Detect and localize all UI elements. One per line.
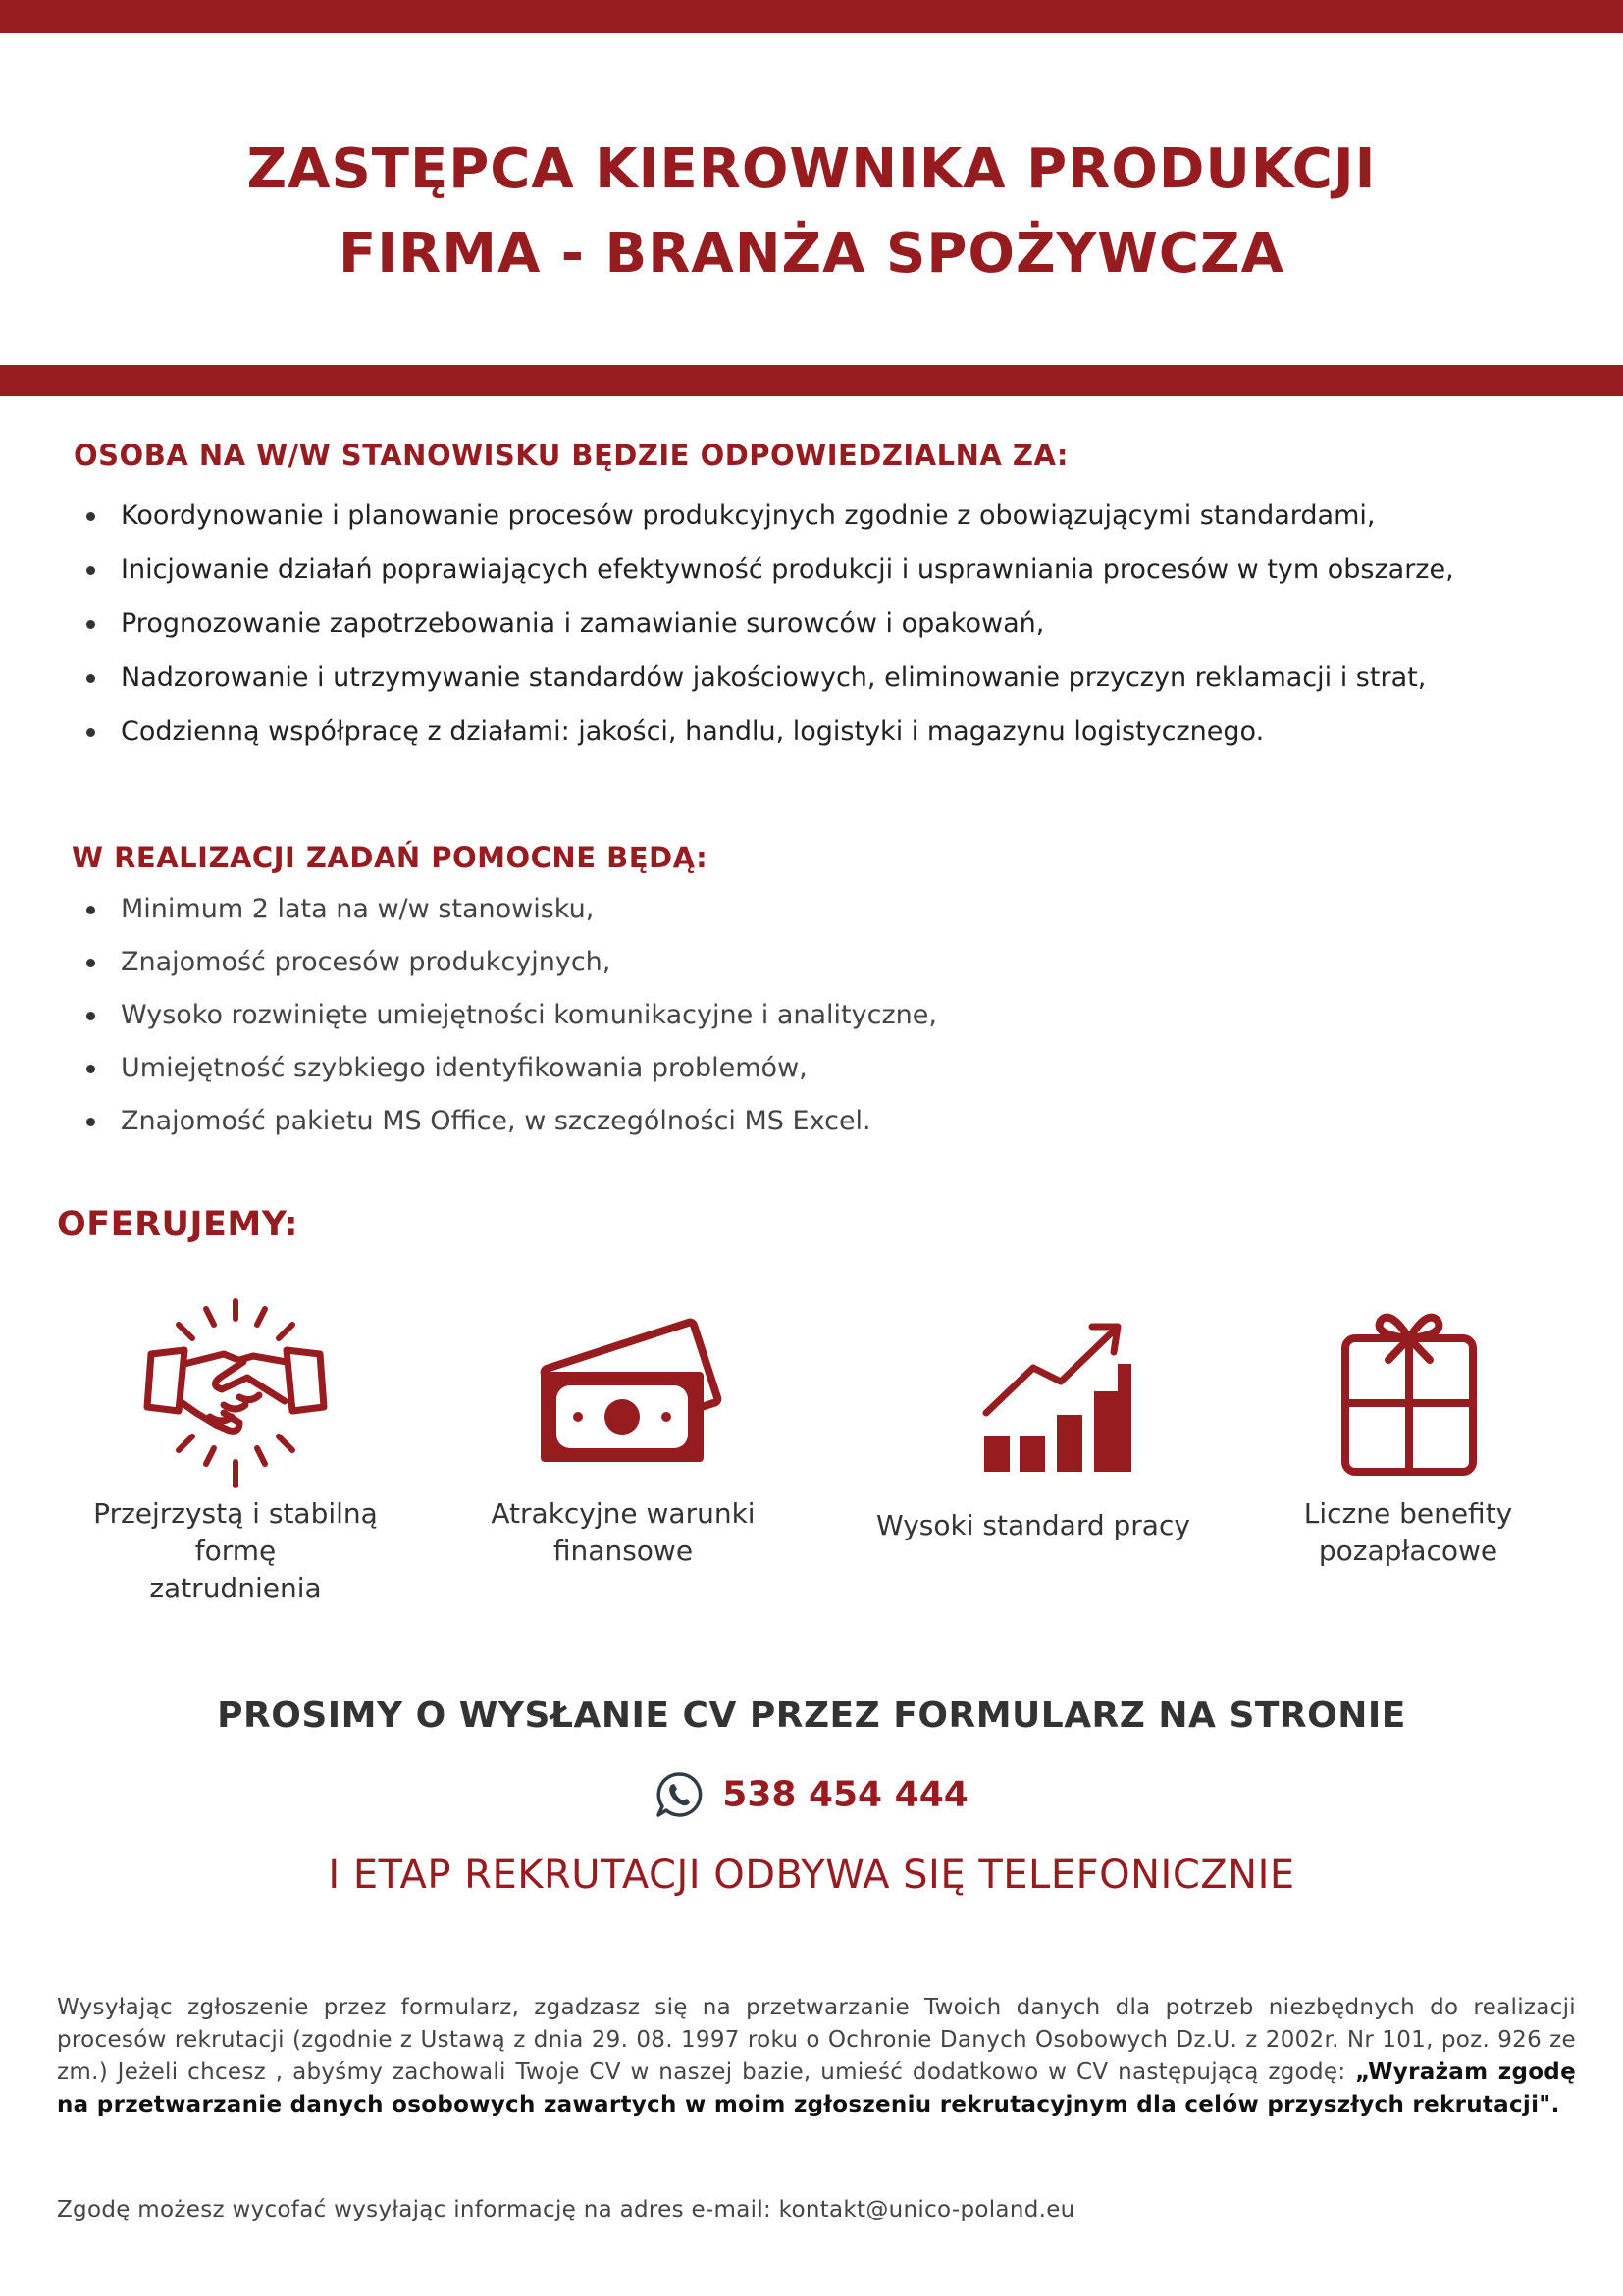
offer-label: Atrakcyjne warunki finansowe: [491, 1497, 756, 1567]
list-item: Minimum 2 lata na w/w stanowisku,: [72, 883, 1524, 936]
list-item: Umiejętność szybkiego identyfikowania problemów,: [72, 1042, 1524, 1095]
consent-quote: „Wyrażam zgodę na przetwarzanie danych osobowych zawartych w moim zgłoszeniu rekrutacyjnym dla celów przyszłych rekrutacji".: [57, 2060, 1576, 2117]
list-item: Znajomość procesów produkcyjnych,: [72, 936, 1524, 989]
offer-label: Liczne benefity pozapłacowe: [1303, 1497, 1513, 1567]
offer-item-benefits: [1222, 1295, 1595, 1570]
list-item: Codzienną współpracę z działami: jakości, handlu, logistyki i magazynu logistycznego.: [72, 704, 1524, 758]
offer-item-work-standard: [847, 1295, 1220, 1544]
phone-number[interactable]: 538 454 444: [722, 1774, 969, 1815]
list-item: Koordynowanie i planowanie procesów produkcyjnych zgodnie z obowiązującymi standardami,: [72, 489, 1524, 543]
phone-contact: [0, 1770, 1623, 1819]
page-title: [0, 128, 1623, 296]
offer-label: Przejrzystą i stabilną formę zatrudnienia: [93, 1497, 378, 1604]
data-processing-consent: Wysyłając zgłoszenie przez formularz, zgadzasz się na przetwarzanie Twoich danych dla potrzeb niezbędnych do realizacji procesów rekrutacji (zgodnie z Ustawą z dnia 29. 08. 1997 roku o Ochronie Danych Osobowych Dz.U. z 2002r. Nr 101, poz. 926 ze zm.) Jeżeli chcesz , abyśmy zachowali Twoje CV w naszej bazie, umieść dodatkowo w CV następującą zgodę: „Wyrażam zgodę na przetwarzanie danych osobowych zawartych w moim zgłoszeniu rekrutacyjnym dla celów przyszłych rekrutacji".: [57, 1995, 1576, 2117]
list-item: Nadzorowanie i utrzymywanie standardów jakościowych, eliminowanie przyczyn reklamacji i strat,: [72, 651, 1524, 704]
growth-chart-icon: [935, 1295, 1131, 1491]
gift-icon: [1310, 1295, 1506, 1491]
offer-heading: OFERUJEMY:: [57, 1205, 299, 1244]
cv-form-instruction: PROSIMY O WYSŁANIE CV PRZEZ FORMULARZ NA STRONIE: [217, 1696, 1406, 1736]
list-item: Znajomość pakietu MS Office, w szczególności MS Excel.: [72, 1095, 1524, 1148]
list-item: Wysoko rozwinięte umiejętności komunikacyjne i analityczne,: [72, 989, 1524, 1042]
title-line-2: FIRMA - BRANŻA SPOŻYWCZA: [339, 222, 1284, 286]
whatsapp-icon: [654, 1770, 704, 1819]
recruitment-stage-note: I ETAP REKRUTACJI ODBYWA SIĘ TELEFONICZNIE: [328, 1852, 1295, 1898]
requirements-heading: W REALIZACJI ZADAŃ POMOCNE BĘDĄ:: [72, 841, 708, 874]
offer-item-stable-employment: [49, 1295, 422, 1607]
requirements-list: [72, 883, 1524, 1148]
title-divider-bar: [0, 365, 1623, 396]
consent-withdrawal-note: Zgodę możesz wycofać wysyłając informację na adres e-mail: kontakt@unico-poland.eu: [57, 2197, 1075, 2222]
title-line-1: ZASTĘPCA KIEROWNIKA PRODUKCJI: [246, 137, 1377, 201]
list-item: Prognozowanie zapotrzebowania i zamawianie surowców i opakowań,: [72, 597, 1524, 651]
money-icon: [515, 1295, 731, 1491]
responsibilities-heading: OSOBA NA W/W STANOWISKU BĘDZIE ODPOWIEDZIALNA ZA:: [74, 439, 1070, 472]
handshake-icon: [137, 1295, 334, 1491]
offer-item-financial-terms: [437, 1295, 810, 1570]
offer-label: Wysoki standard pracy: [876, 1509, 1190, 1541]
list-item: Inicjowanie działań poprawiających efektywność produkcji i usprawniania procesów w tym obszarze,: [72, 543, 1524, 597]
responsibilities-list: [72, 489, 1524, 758]
top-accent-bar: [0, 0, 1623, 33]
